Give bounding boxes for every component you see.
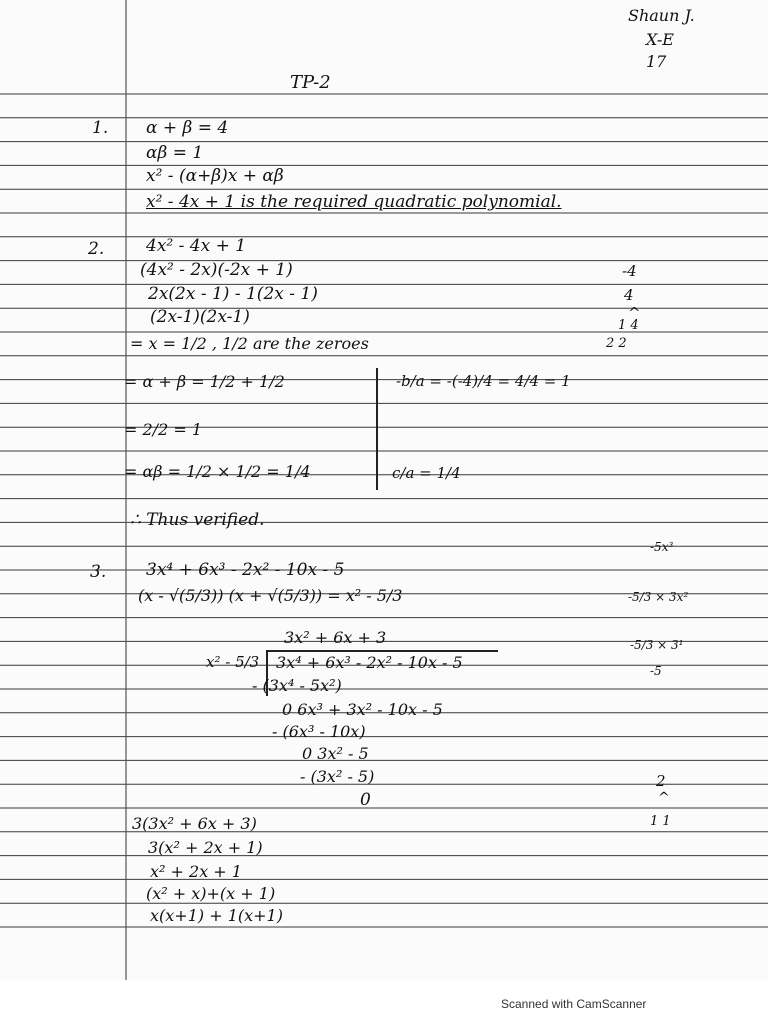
q2-product-right: c/a = 1/4 [392, 464, 461, 482]
q2-line: (2x-1)(2x-1) [150, 307, 250, 327]
q1-line: αβ = 1 [146, 143, 204, 163]
q2-line: 2x(2x - 1) - 1(2x - 1) [148, 284, 318, 304]
division-dividend: 3x⁴ + 6x³ - 2x² - 10x - 5 [276, 653, 463, 672]
division-bar [268, 650, 498, 652]
q3-side-note: -5x³ [650, 540, 674, 554]
q1-number: 1. [92, 118, 109, 138]
division-step: - (3x⁴ - 5x²) [252, 676, 342, 695]
student-name: Shaun J. [628, 6, 695, 25]
q3-side-note: -5 [650, 664, 662, 678]
q3-factor-line: x(x+1) + 1(x+1) [150, 906, 283, 925]
q2-sum-result: = 2/2 = 1 [124, 420, 202, 439]
q2-side-note: 2 2 [606, 336, 627, 351]
q3-side-note: -5/3 × 3x² [628, 590, 689, 604]
division-divisor: x² - 5/3 [206, 653, 260, 671]
verification-divider [376, 368, 378, 490]
q2-side-note: 1 4 [618, 318, 639, 333]
q2-line: 4x² - 4x + 1 [146, 236, 247, 256]
q3-polynomial: 3x⁴ + 6x³ - 2x² - 10x - 5 [146, 560, 345, 580]
q3-factors: (x - √(5/3)) (x + √(5/3)) = x² - 5/3 [138, 586, 403, 605]
q1-conclusion: x² - 4x + 1 is the required quadratic polynomial. [146, 192, 562, 212]
q2-number: 2. [88, 239, 105, 259]
division-remainder: 0 [360, 790, 371, 810]
division-step: - (6x³ - 10x) [272, 722, 366, 741]
q3-number: 3. [90, 562, 107, 582]
q3-side-note: 2 [656, 772, 666, 790]
q2-sum-right: -b/a = -(-4)/4 = 4/4 = 1 [396, 372, 571, 390]
q2-product-left: = αβ = 1/2 × 1/2 = 1/4 [124, 462, 311, 481]
q2-side-note: -4 [622, 262, 637, 280]
q3-side-note: -5/3 × 3¹ [630, 638, 684, 652]
scanner-watermark: Scanned with CamScanner [501, 997, 647, 1011]
division-step: - (3x² - 5) [300, 767, 375, 786]
q2-side-note: 4 [624, 286, 634, 304]
q1-line: x² - (α+β)x + αβ [146, 166, 284, 186]
division-quotient: 3x² + 6x + 3 [284, 628, 387, 647]
q2-sum-left: = α + β = 1/2 + 1/2 [124, 372, 285, 391]
q2-zeros: = x = 1/2 , 1/2 are the zeroes [130, 334, 369, 353]
division-step: 0 6x³ + 3x² - 10x - 5 [282, 700, 443, 719]
q2-line: (4x² - 2x)(-2x + 1) [140, 260, 293, 280]
q3-factor-line: (x² + x)+(x + 1) [146, 884, 276, 903]
q2-side-note: ^ [628, 304, 641, 322]
q3-factor-line: 3(x² + 2x + 1) [148, 838, 263, 857]
student-class: X-E [646, 30, 674, 49]
q3-side-note: ^ [658, 790, 670, 806]
student-roll: 17 [646, 52, 667, 71]
division-step: 0 3x² - 5 [302, 744, 369, 763]
q1-line: α + β = 4 [146, 118, 229, 138]
q3-side-note: 1 1 [650, 814, 671, 829]
q2-verified: ∴ Thus verified. [130, 510, 265, 530]
page-title: TP-2 [290, 72, 331, 93]
q3-factor-line: x² + 2x + 1 [150, 862, 242, 881]
q3-factor-line: 3(3x² + 6x + 3) [132, 814, 257, 833]
